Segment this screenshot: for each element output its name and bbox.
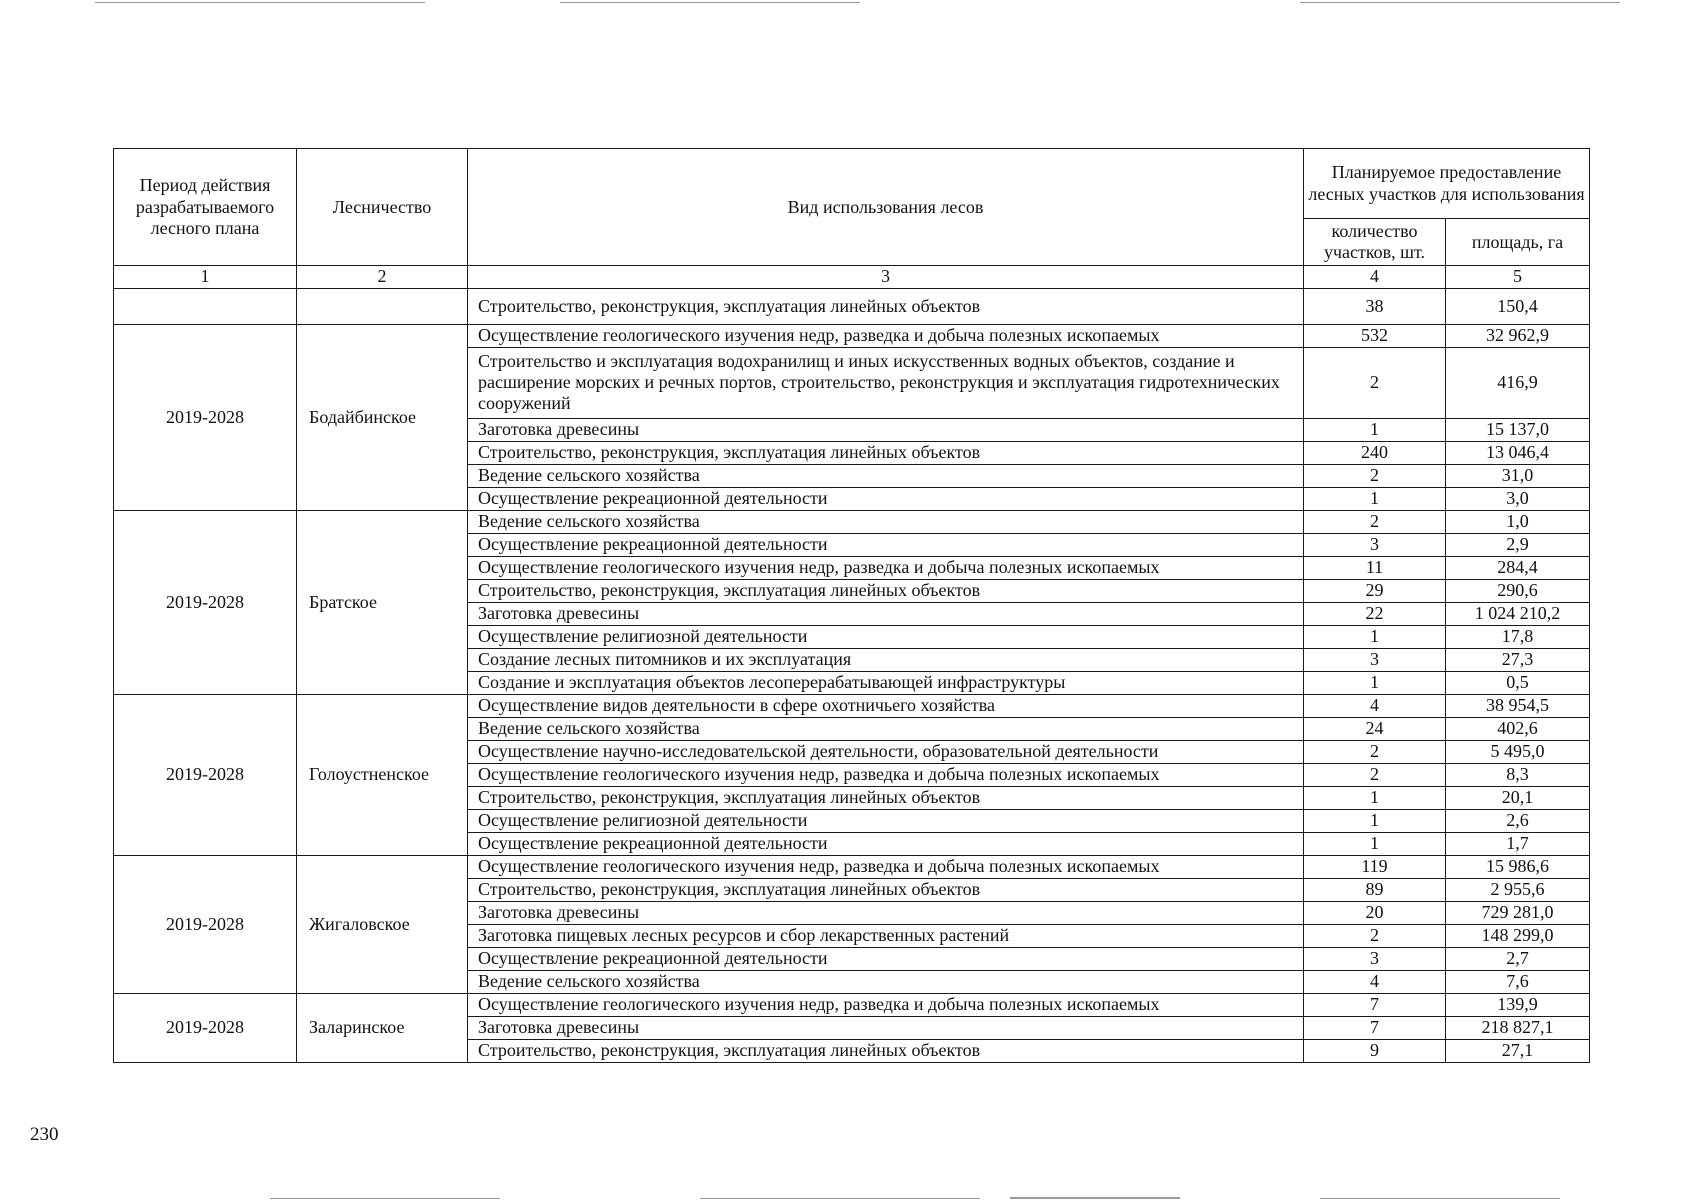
forestry-cell: Бодайбинское (297, 324, 468, 510)
area-cell: 139,9 (1446, 993, 1590, 1016)
area-cell: 27,3 (1446, 648, 1590, 671)
count-cell: 3 (1304, 947, 1446, 970)
use-type-cell: Осуществление рекреационной деятельности (468, 832, 1304, 855)
count-cell: 1 (1304, 671, 1446, 694)
use-type-cell: Заготовка древесины (468, 602, 1304, 625)
use-type-cell: Ведение сельского хозяйства (468, 510, 1304, 533)
use-type-cell: Строительство, реконструкция, эксплуатация линейных объектов (468, 288, 1304, 324)
table-row (114, 324, 1590, 347)
count-cell: 2 (1304, 924, 1446, 947)
area-cell: 31,0 (1446, 464, 1590, 487)
period-cell: 2019-2028 (114, 694, 297, 855)
column-number-row (114, 266, 1590, 288)
use-type-cell: Осуществление рекреационной деятельности (468, 533, 1304, 556)
table-row (114, 694, 1590, 717)
forestry-cell: Братское (297, 510, 468, 694)
area-cell: 7,6 (1446, 970, 1590, 993)
forestry-cell (297, 288, 468, 324)
period-cell: 2019-2028 (114, 510, 297, 694)
count-cell: 2 (1304, 763, 1446, 786)
use-type-cell: Осуществление геологического изучения недр, разведка и добыча полезных ископаемых (468, 763, 1304, 786)
forest-use-table (113, 148, 1590, 1063)
table-row (114, 993, 1590, 1016)
area-cell: 3,0 (1446, 487, 1590, 510)
count-cell: 1 (1304, 786, 1446, 809)
count-cell: 3 (1304, 533, 1446, 556)
use-type-cell: Заготовка древесины (468, 418, 1304, 441)
use-type-cell: Осуществление религиозной деятельности (468, 809, 1304, 832)
count-cell: 1 (1304, 418, 1446, 441)
area-cell: 17,8 (1446, 625, 1590, 648)
use-type-cell: Осуществление научно-исследовательской деятельности, образовательной деятельности (468, 740, 1304, 763)
use-type-cell: Строительство, реконструкция, эксплуатация линейных объектов (468, 878, 1304, 901)
use-type-cell: Создание лесных питомников и их эксплуатация (468, 648, 1304, 671)
area-cell: 32 962,9 (1446, 324, 1590, 347)
scan-edge-line (1320, 1198, 1560, 1199)
use-type-cell: Создание и эксплуатация объектов лесоперерабатывающей инфраструктуры (468, 671, 1304, 694)
area-cell: 729 281,0 (1446, 901, 1590, 924)
area-cell: 13 046,4 (1446, 441, 1590, 464)
column-number: 3 (468, 266, 1304, 288)
period-cell: 2019-2028 (114, 324, 297, 510)
scan-edge-line (95, 2, 425, 3)
area-cell: 2,6 (1446, 809, 1590, 832)
count-cell: 2 (1304, 740, 1446, 763)
use-type-cell: Заготовка древесины (468, 1016, 1304, 1039)
area-cell: 402,6 (1446, 717, 1590, 740)
area-cell: 284,4 (1446, 556, 1590, 579)
column-number: 1 (114, 266, 297, 288)
count-cell: 1 (1304, 832, 1446, 855)
scan-edge-line (1300, 2, 1620, 3)
use-type-cell: Строительство, реконструкция, эксплуатация линейных объектов (468, 1039, 1304, 1062)
count-cell: 1 (1304, 487, 1446, 510)
use-type-cell: Ведение сельского хозяйства (468, 970, 1304, 993)
area-cell: 1,0 (1446, 510, 1590, 533)
area-cell: 150,4 (1446, 288, 1590, 324)
area-cell: 8,3 (1446, 763, 1590, 786)
count-cell: 24 (1304, 717, 1446, 740)
count-cell: 2 (1304, 464, 1446, 487)
use-type-cell: Строительство, реконструкция, эксплуатация линейных объектов (468, 579, 1304, 602)
use-type-cell: Осуществление геологического изучения недр, разведка и добыча полезных ископаемых (468, 993, 1304, 1016)
use-type-cell: Строительство, реконструкция, эксплуатация линейных объектов (468, 441, 1304, 464)
use-type-cell: Осуществление геологического изучения недр, разведка и добыча полезных ископаемых (468, 324, 1304, 347)
use-type-cell: Осуществление геологического изучения недр, разведка и добыча полезных ископаемых (468, 855, 1304, 878)
count-cell: 7 (1304, 993, 1446, 1016)
count-cell: 9 (1304, 1039, 1446, 1062)
use-type-cell: Строительство, реконструкция, эксплуатация линейных объектов (468, 786, 1304, 809)
table-header (114, 149, 1590, 289)
area-cell: 2 955,6 (1446, 878, 1590, 901)
use-type-cell: Осуществление рекреационной деятельности (468, 947, 1304, 970)
count-cell: 240 (1304, 441, 1446, 464)
table-row (114, 288, 1590, 324)
header-use-type: Вид использования лесов (468, 149, 1304, 266)
scan-edge-line (560, 2, 860, 3)
count-cell: 1 (1304, 809, 1446, 832)
area-cell: 2,9 (1446, 533, 1590, 556)
table-row (114, 510, 1590, 533)
use-type-cell: Ведение сельского хозяйства (468, 717, 1304, 740)
use-type-cell: Осуществление видов деятельности в сфере охотничьего хозяйства (468, 694, 1304, 717)
count-cell: 38 (1304, 288, 1446, 324)
count-cell: 2 (1304, 347, 1446, 418)
column-number: 2 (297, 266, 468, 288)
use-type-cell: Строительство и эксплуатация водохранилищ и иных искусственных водных объектов, создание и расширение морских и речных портов, строительство, реконструкция и эксплуатация гидротехнических сооружений (468, 347, 1304, 418)
area-cell: 416,9 (1446, 347, 1590, 418)
use-type-cell: Заготовка древесины (468, 901, 1304, 924)
count-cell: 1 (1304, 625, 1446, 648)
use-type-cell: Осуществление рекреационной деятельности (468, 487, 1304, 510)
use-type-cell: Осуществление религиозной деятельности (468, 625, 1304, 648)
area-cell: 290,6 (1446, 579, 1590, 602)
count-cell: 3 (1304, 648, 1446, 671)
header-area: площадь, га (1446, 219, 1590, 266)
area-cell: 15 137,0 (1446, 418, 1590, 441)
period-cell: 2019-2028 (114, 855, 297, 993)
count-cell: 89 (1304, 878, 1446, 901)
period-cell: 2019-2028 (114, 993, 297, 1062)
area-cell: 2,7 (1446, 947, 1590, 970)
count-cell: 2 (1304, 510, 1446, 533)
area-cell: 38 954,5 (1446, 694, 1590, 717)
count-cell: 11 (1304, 556, 1446, 579)
column-number: 5 (1446, 266, 1590, 288)
area-cell: 0,5 (1446, 671, 1590, 694)
count-cell: 532 (1304, 324, 1446, 347)
area-cell: 5 495,0 (1446, 740, 1590, 763)
use-type-cell: Заготовка пищевых лесных ресурсов и сбор лекарственных растений (468, 924, 1304, 947)
table-body (114, 288, 1590, 1062)
use-type-cell: Ведение сельского хозяйства (468, 464, 1304, 487)
use-type-cell: Осуществление геологического изучения недр, разведка и добыча полезных ископаемых (468, 556, 1304, 579)
page-number: 230 (30, 1124, 59, 1145)
scan-edge-line (700, 1198, 980, 1199)
header-count: количество участков, шт. (1304, 219, 1446, 266)
period-cell (114, 288, 297, 324)
count-cell: 4 (1304, 970, 1446, 993)
count-cell: 22 (1304, 602, 1446, 625)
area-cell: 218 827,1 (1446, 1016, 1590, 1039)
scan-edge-line (1010, 1197, 1180, 1199)
area-cell: 148 299,0 (1446, 924, 1590, 947)
area-cell: 15 986,6 (1446, 855, 1590, 878)
column-number: 4 (1304, 266, 1446, 288)
count-cell: 29 (1304, 579, 1446, 602)
forestry-cell: Голоустненское (297, 694, 468, 855)
table-row (114, 855, 1590, 878)
area-cell: 1 024 210,2 (1446, 602, 1590, 625)
count-cell: 4 (1304, 694, 1446, 717)
count-cell: 7 (1304, 1016, 1446, 1039)
area-cell: 27,1 (1446, 1039, 1590, 1062)
header-forestry: Лесничество (297, 149, 468, 266)
scan-edge-line (270, 1198, 500, 1199)
count-cell: 20 (1304, 901, 1446, 924)
area-cell: 1,7 (1446, 832, 1590, 855)
forestry-cell: Жигаловское (297, 855, 468, 993)
forestry-cell: Заларинское (297, 993, 468, 1062)
area-cell: 20,1 (1446, 786, 1590, 809)
header-planned: Планируемое предоставление лесных участков для использования (1304, 149, 1590, 219)
count-cell: 119 (1304, 855, 1446, 878)
header-period: Период действия разрабатываемого лесного плана (114, 149, 297, 266)
